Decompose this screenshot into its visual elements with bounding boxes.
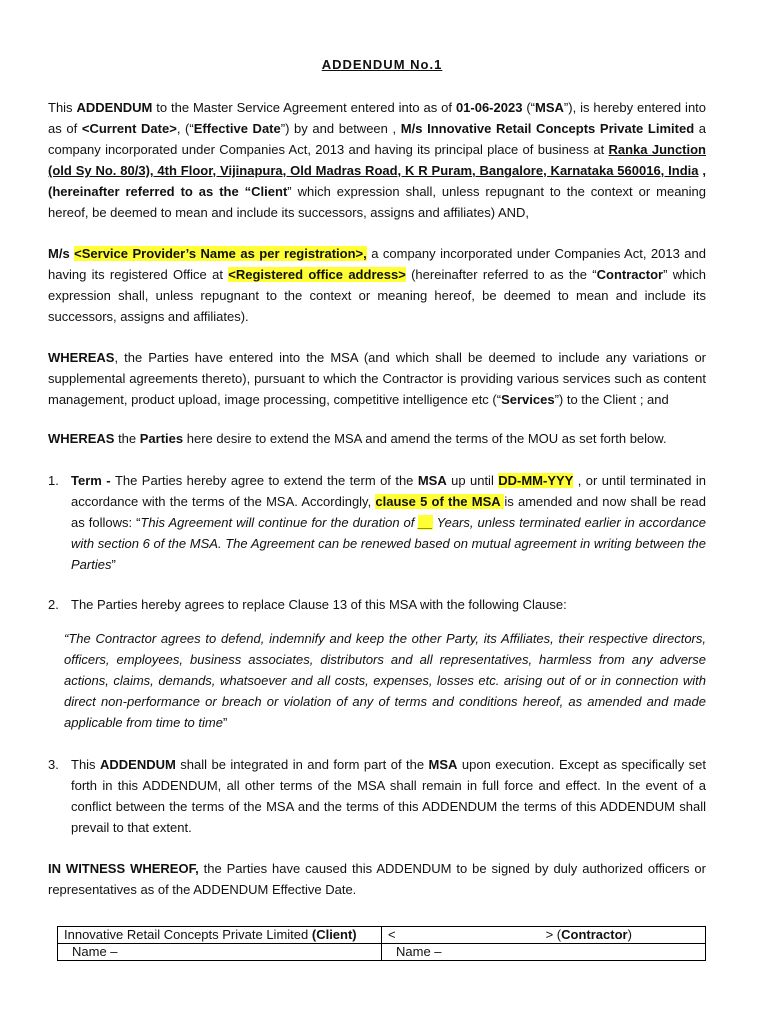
text: (hereinafter referred to as the “	[405, 267, 597, 282]
text: the	[114, 431, 140, 446]
text: the Parties have caused this ADDENDUM to be signed by duly authorized officers or representatives as of the ADDENDUM Effective Date.	[48, 861, 706, 897]
text: ” which expression shall, unless repugnant to the context or meaning hereof, be deemed to mean and include its successors, assigns and affiliates).	[48, 267, 706, 324]
text: ” which expression shall, unless repugnant to the context or meaning hereof, be deemed to mean and include its successors, assigns and affiliates) AND,	[48, 184, 707, 220]
intro-paragraph	[48, 97, 706, 223]
text: a company incorporated under Companies Act, 2013 and having its principal place of business at	[48, 121, 707, 157]
text: up until	[446, 473, 499, 488]
text: ”) by and between ,	[280, 121, 401, 136]
contractor-name-cell: Name –	[382, 944, 706, 961]
text: )	[627, 927, 632, 942]
provider-name-placeholder: <Service Provider’s Name as per registration>,	[74, 246, 367, 261]
whereas-paragraph-1	[48, 347, 706, 410]
provider-paragraph	[48, 243, 706, 327]
text: This	[71, 757, 101, 772]
table-row	[58, 944, 706, 961]
list-number-2: 2.	[48, 597, 59, 612]
msa-date: 01-06-2023	[455, 100, 523, 115]
text: ADDENDUM	[76, 100, 153, 115]
client-name-cell: Name –	[58, 944, 382, 961]
text: here desire to extend the MSA and amend the terms of the MOU as set forth below.	[183, 431, 667, 446]
document-title: ADDENDUM No.1	[321, 57, 443, 72]
term-date-placeholder: DD-MM-YYY	[498, 473, 574, 488]
client-address: Ranka Junction (old Sy No. 80/3), 4th Floor, Vijinapura, Old Madras Road, K R Puram, Bangalore, Karnataka 560016, India	[48, 142, 706, 178]
text: , (“	[176, 121, 194, 136]
text: Client	[251, 184, 288, 199]
years-blank: __	[418, 515, 433, 530]
text: Effective Date	[193, 121, 281, 136]
text: M/s	[48, 246, 75, 261]
text: (“	[522, 100, 536, 115]
text: ”	[222, 715, 228, 730]
text: WHEREAS	[48, 431, 115, 446]
text: Innovative Retail Concepts Private Limited	[64, 927, 312, 942]
text: > (	[545, 927, 562, 942]
signature-table	[57, 926, 706, 961]
text: is amended and now shall be read as follows: “	[71, 494, 706, 530]
text: This	[48, 100, 77, 115]
witness-paragraph	[48, 858, 706, 900]
text: Years, unless terminated earlier in accordance with section 6 of the MSA. The Agreement can be renewed based on mutual agreement in writing between the Parties	[71, 515, 706, 572]
office-address-placeholder: <Registered office address>	[228, 267, 406, 282]
text: WHEREAS	[48, 350, 115, 365]
text: ”) to the Client ; and	[554, 392, 669, 407]
text: Term -	[71, 473, 115, 488]
table-row	[58, 927, 706, 944]
text: MSA	[428, 757, 458, 772]
text: upon execution. Except as specifically set forth in this ADDENDUM, all other terms of the MSA shall remain in full force and effect. In the event of a conflict between the terms of the MSA and the terms of this ADDENDUM the terms of this ADDENDUM shall prevail to that extent.	[71, 757, 706, 835]
text: (Client)	[311, 927, 357, 942]
text: a company incorporated under Companies Act, 2013 and having its registered Office at	[48, 246, 706, 282]
text: Services	[501, 392, 555, 407]
list-item-term	[71, 470, 706, 575]
list-item-clause: The Parties hereby agrees to replace Clause 13 of this MSA with the following Clause:	[71, 597, 567, 612]
text: <	[388, 927, 396, 942]
list-number-1: 1.	[48, 473, 59, 488]
whereas-paragraph-2	[48, 428, 706, 449]
list-number-3: 3.	[48, 757, 59, 772]
text: ”	[111, 557, 116, 572]
text: The Parties hereby agree to extend the term of the	[114, 473, 418, 488]
text: MSA	[535, 100, 564, 115]
text: “The Contractor agrees to defend, indemnify and keep the other Party, its Affiliates, their respective directors, officers, employees, business associates, distributors and all representatives, harmless from any adverse actions, claims, demands, whatsoever and all costs, expenses, losses etc. arising out of or in connection with direct non-performance or breach or violation of any of terms and conditions hereof, as amended and made applicable from time to time	[64, 631, 706, 730]
text: ADDENDUM	[100, 757, 176, 772]
text: , or until terminated in accordance with the terms of the MSA. Accordingly,	[71, 473, 706, 509]
text: , the Parties have entered into the MSA (and which shall be deemed to include any variations or supplemental agreements thereto), pursuant to which the Contractor is providing various services such as content management, product upload, image processing, competitive intelligence etc (“	[48, 350, 706, 407]
contractor-cell	[382, 927, 706, 944]
current-date: <Current Date>	[81, 121, 177, 136]
text: Parties	[139, 431, 184, 446]
text: shall be integrated in and form part of the	[175, 757, 429, 772]
text: Contractor	[561, 927, 628, 942]
text: This Agreement will continue for the duration of	[140, 515, 419, 530]
client-company: M/s Innovative Retail Concepts Private Limited	[400, 121, 695, 136]
text: IN WITNESS WHEREOF,	[48, 861, 199, 876]
text: Contractor	[596, 267, 664, 282]
list-item-integration	[71, 754, 706, 838]
text: to the Master Service Agreement entered into as of	[152, 100, 456, 115]
text: , (hereinafter referred to as the “	[48, 163, 706, 199]
indemnity-quote	[64, 628, 706, 733]
client-cell	[58, 927, 382, 944]
clause-highlight: clause 5 of the MSA	[375, 494, 505, 509]
text: ”), is hereby entered into as of	[48, 100, 707, 136]
text: MSA	[417, 473, 447, 488]
